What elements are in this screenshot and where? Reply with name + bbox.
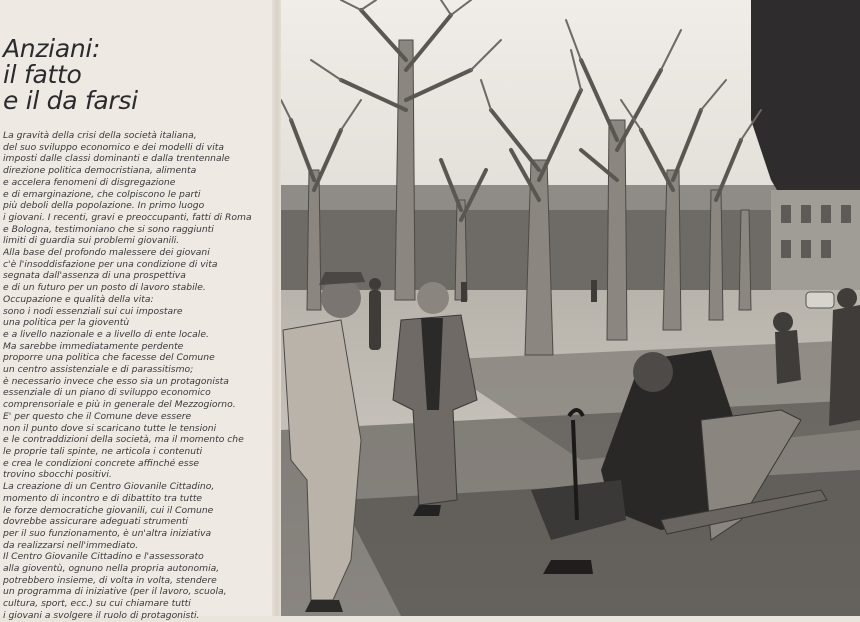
article-body-line: Il Centro Giovanile Cittadino e l'assessorato	[3, 551, 204, 563]
article-body-line: è necessario invece che esso sia un protagonista	[3, 375, 229, 387]
article-body-line: cultura, sport, ecc.) su cui chiamare tutti	[3, 598, 191, 610]
article-body-line: essenziale di un piano di sviluppo economico	[3, 387, 211, 399]
article-body-line: non il punto dove si scaricano tutte le tensioni	[3, 422, 217, 434]
article-body-line: i giovani. I recenti, gravi e preoccupanti, fatti di Roma	[3, 211, 252, 223]
article-body-line: le forze democratiche giovanili, cui il Comune	[3, 504, 214, 516]
article-body-line: Occupazione e qualità della vita:	[3, 293, 154, 305]
article-body-line: e le contraddizioni della società, ma il momento che	[3, 434, 244, 446]
article-body-line: Alla base del profondo malessere dei giovani	[3, 247, 210, 259]
title-line: e il da farsi	[3, 86, 138, 115]
article-body-line: segnata dall'assenza di una prospettiva	[3, 270, 186, 282]
article-body-line: direzione politica democristiana, alimenta	[3, 165, 197, 177]
article-body-line: per il suo funzionamento, è un'altra iniziativa	[3, 527, 212, 539]
article-body-line: alla gioventù, ognuno nella propria autonomia,	[3, 563, 220, 575]
article-body-line: e accelera fenomeni di disgregazione	[3, 176, 176, 188]
title-line: Anziani:	[3, 34, 101, 63]
article-body-line: sono i nodi essenziali sui cui impostare	[3, 305, 183, 317]
article-body-line: imposti dalle classi dominanti e dalla trentennale	[3, 153, 230, 165]
article-body-line: e crea le condizioni concrete affinché esse	[3, 457, 200, 469]
article-body-line: più deboli della popolazione. In primo luogo	[3, 200, 205, 212]
park-scene-photo-icon	[281, 0, 860, 616]
article-column	[0, 0, 272, 621]
article-body-line: Ma sarebbe immediatamente perdente	[3, 340, 184, 352]
article-body-line: le proprie tali spinte, ne articola i contenuti	[3, 445, 203, 457]
article-body-line: comprensoriale e più in generale del Mezzogiorno.	[3, 399, 236, 411]
article-body-line: i giovani a svolgere il ruolo di protagonisti.	[3, 609, 200, 621]
article-body-line: da realizzarsi nell'immediato.	[3, 539, 139, 551]
article-body-line: La gravità della crisi della società italiana,	[3, 130, 197, 141]
article-body-line: e di emarginazione, che colpiscono le parti	[3, 188, 201, 200]
article-body-line: un centro assistenziale e di parassitismo;	[3, 364, 194, 376]
article-body	[3, 130, 271, 622]
article-body-line: potrebbero insieme, di volta in volta, stendere	[3, 574, 217, 586]
article-body-line: E' per questo che il Comune deve essere	[3, 410, 192, 422]
article-body-line: c'è l'insoddisfazione per una condizione di vita	[3, 258, 218, 270]
article-body-line: del suo sviluppo economico e dei modelli di vita	[3, 141, 225, 153]
article-body-line: limiti di guardia sui problemi giovanili.	[3, 235, 180, 247]
article-body-line: dovrebbe assicurare adeguati strumenti	[3, 516, 188, 528]
article-body-line: e a livello nazionale e a livello di ente locale.	[3, 328, 209, 340]
article-body-line: e di un futuro per un posto di lavoro stabile.	[3, 282, 206, 294]
article-body-line: trovino sbocchi positivi.	[3, 469, 112, 481]
article-body-line: proporre una politica che facesse del Comune	[3, 352, 215, 364]
article-title	[3, 36, 271, 114]
article-body-line: La creazione di un Centro Giovanile Cittadino,	[3, 481, 215, 493]
title-line: il fatto	[3, 60, 82, 89]
article-body-line: una politica per la gioventù	[3, 317, 130, 329]
article-body-line: e Bologna, testimoniano che si sono raggiunti	[3, 223, 214, 235]
article-body-line: momento di incontro e di dibattito tra tutte	[3, 492, 203, 504]
article-body-line: un programma di iniziative (per il lavoro, scuola,	[3, 586, 227, 598]
